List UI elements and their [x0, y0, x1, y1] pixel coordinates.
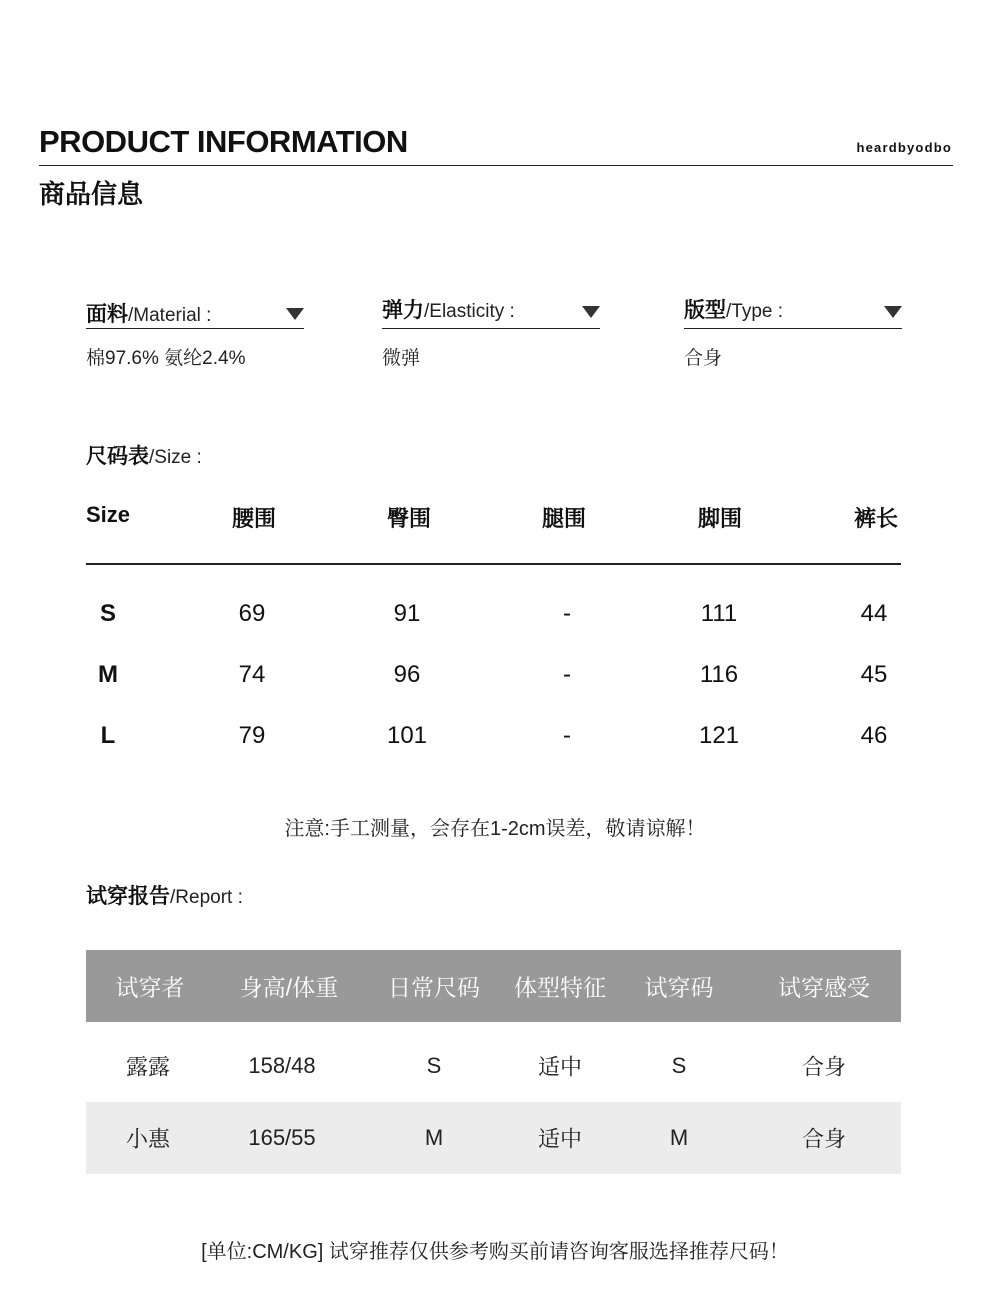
report-col-header: 体型特征 — [514, 974, 606, 1001]
triangle-down-icon — [884, 306, 902, 318]
size-table-divider — [86, 563, 901, 565]
size-cell: - — [563, 661, 571, 688]
type-label: 版型/Type : — [684, 299, 784, 322]
size-cell: 101 — [386, 722, 428, 749]
size-table-header — [86, 502, 901, 532]
report-cell: 合身 — [801, 1126, 847, 1152]
material-value: 棉97.6% 氨纶2.4% — [86, 348, 246, 369]
report-cell: 165/55 — [248, 1125, 316, 1150]
size-section-label: 尺码表/Size : — [86, 445, 202, 468]
size-cell: 96 — [393, 661, 421, 688]
size-cell: 91 — [393, 600, 421, 627]
size-cell: - — [563, 600, 571, 627]
page-title-cn: 商品信息 — [39, 179, 144, 209]
type-block — [684, 294, 902, 370]
page-title-en: PRODUCT INFORMATION — [39, 124, 408, 159]
size-cell: 79 — [238, 722, 266, 749]
size-col-header: 脚围 — [698, 506, 743, 531]
report-col-header: 身高/体重 — [239, 974, 339, 1001]
size-cell: 45 — [860, 661, 888, 688]
type-value: 合身 — [684, 348, 723, 369]
table-row — [86, 1102, 901, 1174]
size-cell: S — [99, 600, 117, 627]
measurement-note: 注意:手工测量，会存在1-2cm误差，敬请谅解！ — [284, 818, 706, 840]
report-col-header: 试穿感受 — [778, 974, 870, 1001]
type-header — [684, 294, 902, 329]
table-row — [86, 600, 901, 630]
report-section-label: 试穿报告/Report : — [86, 885, 243, 908]
material-header — [86, 298, 304, 329]
size-cell: 44 — [860, 600, 888, 627]
report-col-header: 试穿码 — [644, 974, 714, 1001]
material-label: 面料/Material : — [86, 303, 212, 326]
size-cell: L — [100, 722, 116, 749]
triangle-down-icon — [582, 306, 600, 318]
size-col-header: 臀围 — [387, 506, 432, 531]
report-cell: 适中 — [537, 1054, 583, 1080]
brand-name: heardbyodbo — [856, 140, 952, 155]
triangle-down-icon — [286, 308, 304, 320]
report-col-header: 日常尺码 — [388, 974, 480, 1001]
size-col-header: 裤长 — [854, 506, 899, 531]
report-cell: S — [426, 1053, 442, 1078]
material-block — [86, 298, 304, 370]
elasticity-block — [382, 294, 600, 370]
report-cell: 小惠 — [125, 1126, 171, 1152]
elasticity-header — [382, 294, 600, 329]
size-col-header: 腰围 — [232, 506, 277, 531]
table-row — [86, 661, 901, 691]
report-cell: M — [669, 1125, 689, 1150]
report-cell: 适中 — [537, 1126, 583, 1152]
size-cell: 111 — [700, 600, 738, 627]
size-cell: 46 — [860, 722, 888, 749]
size-cell: 121 — [698, 722, 740, 749]
table-row — [86, 1030, 901, 1102]
elasticity-label: 弹力/Elasticity : — [382, 299, 515, 322]
report-cell: 158/48 — [248, 1053, 316, 1078]
report-col-header: 试穿者 — [115, 974, 185, 1001]
size-cell: M — [98, 661, 118, 688]
elasticity-value: 微弹 — [382, 348, 421, 369]
size-cell: 74 — [238, 661, 266, 688]
size-col-header: 腿围 — [542, 506, 587, 531]
report-cell: M — [424, 1125, 444, 1150]
report-cell: S — [671, 1053, 687, 1078]
table-row — [86, 722, 901, 752]
size-col-header: Size — [86, 502, 131, 527]
header-divider — [39, 165, 953, 166]
report-cell: 合身 — [801, 1054, 847, 1080]
report-cell: 露露 — [125, 1054, 171, 1080]
footer-note: [单位:CM/KG] 试穿推荐仅供参考购买前请咨询客服选择推荐尺码！ — [201, 1241, 789, 1263]
size-cell: 116 — [699, 661, 739, 688]
size-cell: - — [563, 722, 571, 749]
size-cell: 69 — [238, 600, 266, 627]
report-table-header — [86, 950, 901, 1022]
